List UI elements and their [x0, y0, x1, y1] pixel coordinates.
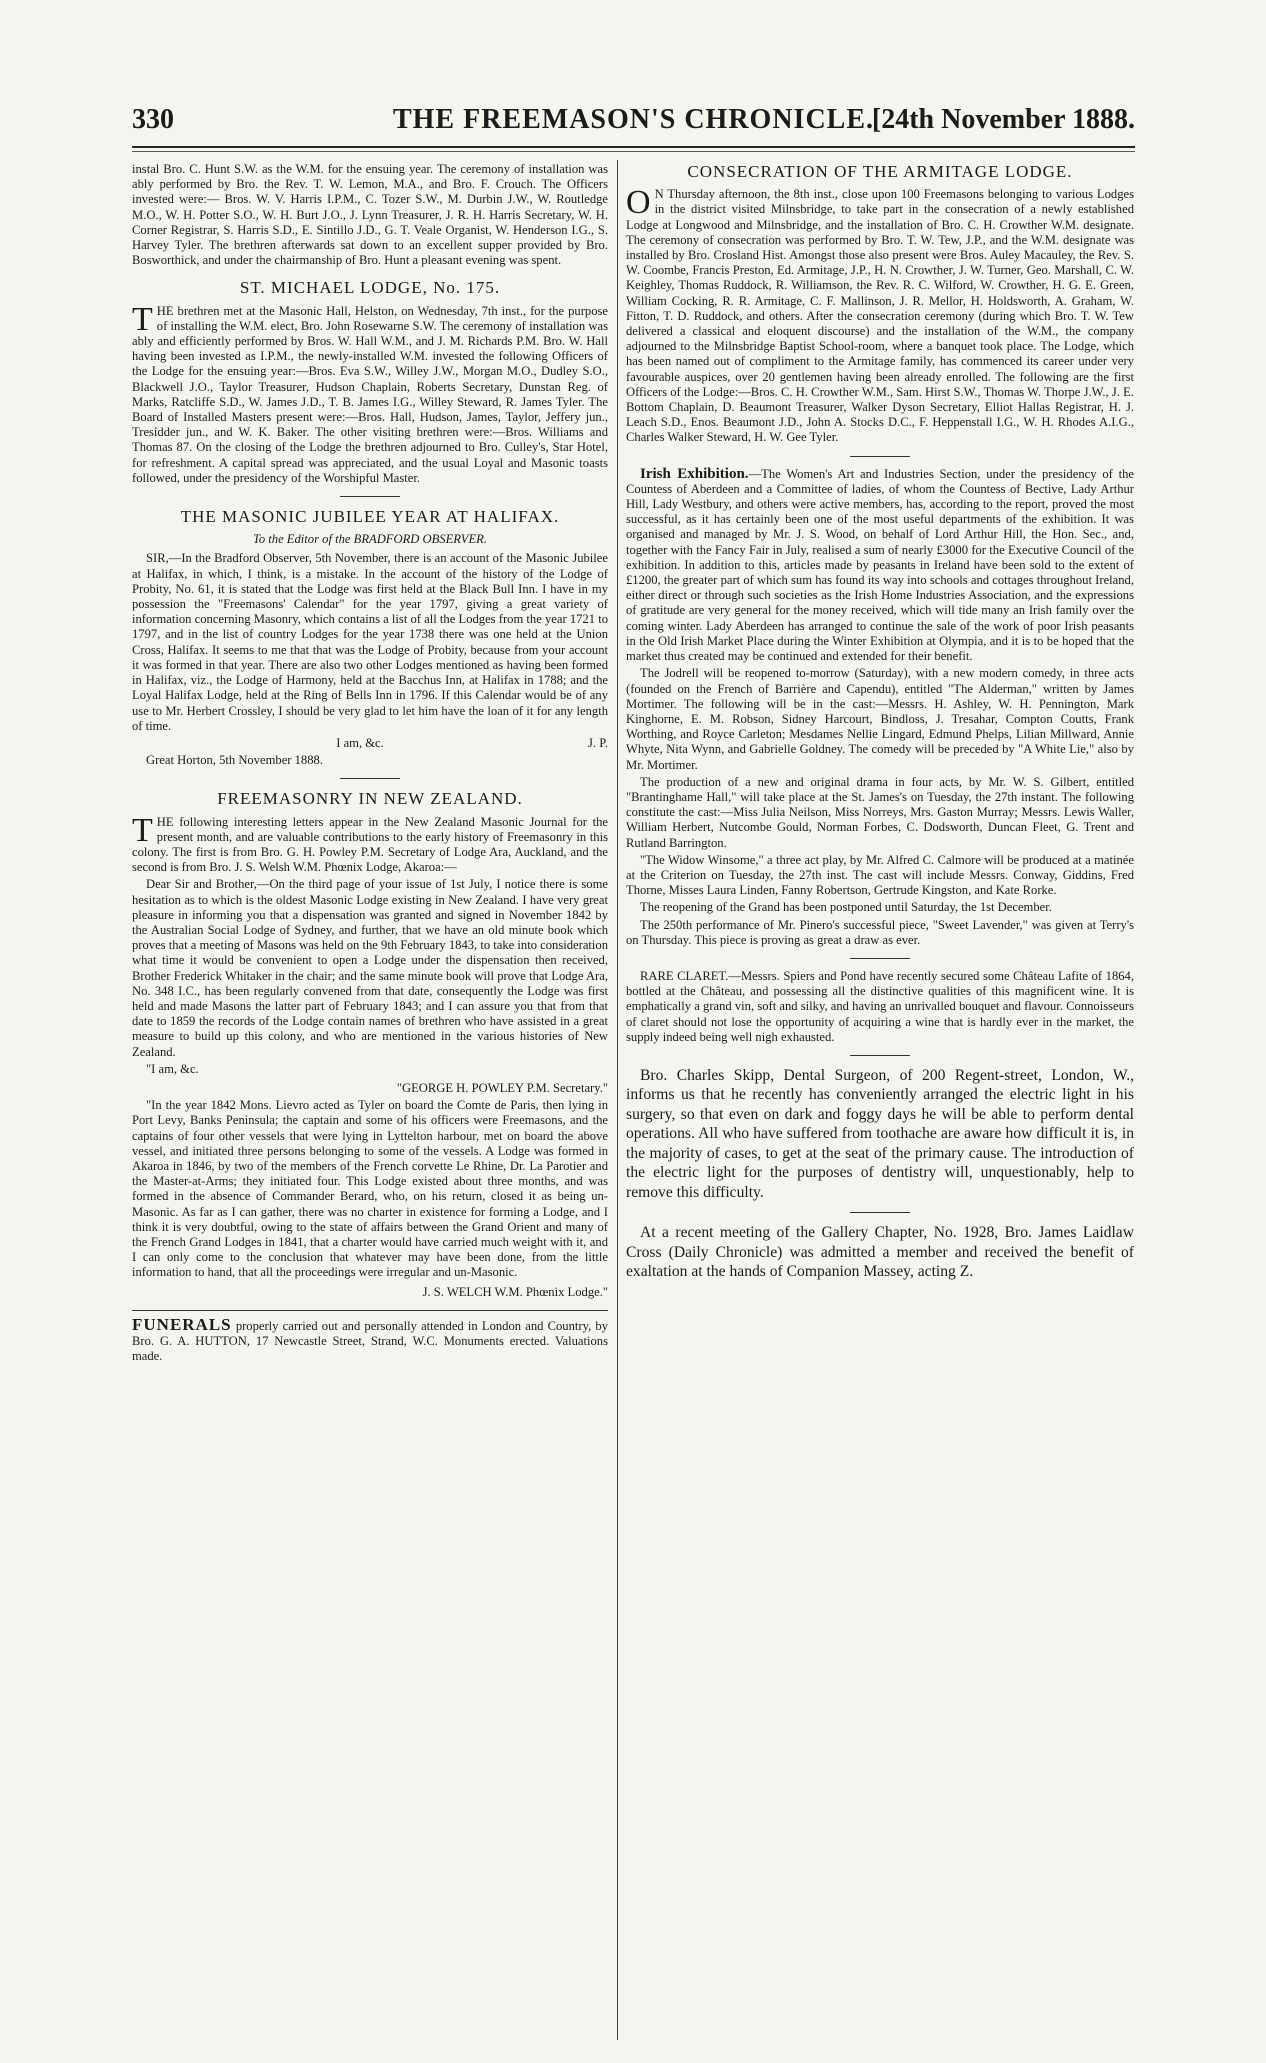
drop-cap: T	[132, 300, 153, 338]
gilbert-notice: The production of a new and original drama in four acts, by Mr. W. S. Gilbert, entitled "Brantinghame Hall," will take place at the St. James's on Tuesday, the 27th instant. The following constitute the cast:—Miss Julia Neilson, Miss Norreys, Mrs. Gaston Murray; Messrs. Lewis Waller, William Herbert, Nutcombe Gould, Norman Forbes, C. Dodsworth, Duncan Fleet, G. Trent and Rutland Barrington.	[626, 774, 1134, 850]
armitage-article	[626, 184, 1134, 445]
jubilee-signoff	[132, 736, 608, 751]
irish-title: Irish Exhibition.	[640, 465, 749, 482]
new-zealand-heading: FREEMASONRY IN NEW ZEALAND.	[217, 789, 523, 809]
page-header	[132, 104, 1135, 144]
claret-label: RARE CLARET.	[640, 968, 729, 983]
jubilee-letter: SIR,—In the Bradford Observer, 5th November, there is an account of the Masonic Jubilee at Halifax, in which, I think, is a mistake. In the account of the history of the Lodge of Probity, No. 61, it is stated that the Lodge was first held at the Black Bull Inn. I have in my possession the "Freemasons' Calendar" for the year 1797, giving a great variety of information concerning Masonry, which contains a list of all the Lodges from the year 1721 to 1797, and in the list of country Lodges for the year 1738 there was one held at the Union Cross, Halifax. It seems to me that that was the Lodge of Probity, because from your account it was formed in that year. There are also two other Lodges mentioned as having been formed in Halifax, viz., the Lodge of Harmony, held at the Bacchus Inn, at Halifax in 1788; and the Loyal Halifax Lodge, held at the Ring of Bells Inn in 1796. If this Calendar would be of any use to Mr. Herbert Crossley, I should be very glad to let him have the loan of it for any length of time.	[132, 551, 608, 733]
funerals-advert	[132, 1310, 608, 1365]
sweet-lavender-notice: The 250th performance of Mr. Pinero's successful piece, "Sweet Lavender," was given at Terry's on Thursday. This piece is proving as great a draw as ever.	[626, 917, 1134, 947]
st-michael-article	[132, 300, 608, 486]
header-rule-thin	[132, 151, 1135, 152]
skipp-notice: Bro. Charles Skipp, Dental Surgeon, of 200 Regent-street, London, W., informs us that he recently has conveniently arranged the electric light in his surgery, so that even on dark and foggy days he will be able to perform dental operations. All who have suffered from toothache are aware how difficult it is, in the majority of cases, to get at the seat of the primary cause. The introduction of the electric light for the purposes of dentistry will, unquestionably, help to remove this difficulty.	[626, 1066, 1134, 1201]
irish-exhibition	[626, 467, 1134, 665]
section-divider	[850, 958, 910, 959]
issue-date: [24th November 1888.	[871, 104, 1135, 135]
armitage-text: N Thursday afternoon, the 8th inst., close upon 100 Freemasons belonging to various Lodges in the district visited Milnsbridge, to take part in the consecration of a newly established Lodge at Longwood and Milnsbridge, and the installation of Bro. C. H. Crowther W.M. designate. The ceremony of consecration was performed by Bro. T. W. Tew, J.P., and the W.M. designate was installed by Bro. Crosland Hist. Amongst those also present were Bros. Auley Macauley, the Rev. S. W. Coombe, Francis Preston, Ed. Armitage, J.P., H. N. Crowther, J. W. Turner, Geo. Marshall, C. W. Keighley, Thomas Ruddock, R. Williamson, the Rev. R. C. Wilford, W. Crowther, H. G. E. Green, William Cocking, R. R. Armitage, C. F. Mallinson, J. R. Mellor, H. Holdsworth, A. Graham, W. Fitton, T. D. Ruddock, and others. After the consecration ceremony (during which Bro. T. W. Tew delivered a classical and eloquent discourse) and the installation of the W.M., the company adjourned to the Milnsbridge Baptist School-room, where a banquet took place. The Lodge, which has been named out of compliment to the Armitage family, has commenced its career under very favourable auspices, over 20 gentlemen having been already enrolled. The following are the first Officers of the Lodge:—Bros. C. H. Crowther W.M., Sam. Hirst S.W., Thomas W. Thorpe J.W., J. E. Bottom Chaplain, D. Beaumont Treasurer, Walker Dyson Secretary, Elliot Hallas Registrar, H. J. Leach S.D., Enos. Beaumont J.D., John A. Stocks D.C., F. Heppenstall I.G., W. H. Rhodes A.I.G., Charles Walker Steward, H. W. Gee Tyler.	[626, 187, 1134, 445]
funerals-label: FUNERALS	[132, 1314, 232, 1334]
page-number: 330	[132, 104, 174, 135]
welch-signature: J. S. WELCH W.M. Phœnix Lodge."	[422, 1284, 608, 1299]
drop-cap: T	[132, 811, 153, 849]
jubilee-heading: THE MASONIC JUBILEE YEAR AT HALIFAX.	[180, 507, 560, 527]
left-column	[132, 162, 608, 1364]
drop-cap: O	[626, 184, 651, 222]
powley-letter: Dear Sir and Brother,—On the third page of your issue of 1st July, I notice there is some hesitation as to which is the oldest Masonic Lodge existing in New Zealand. I have very great pleasure in informing you that a dispensation was granted and signed in November 1842 by the Australian Social Lodge of Sydney, and further, that we have an old minute book which proves that a meeting of Masons was held on the 9th February 1843, to take into consideration what time it would be convenient to open a Lodge under the dispensation then received, Brother Frederick Whitaker in the chair; and the same minute book will prove that Lodge Ara, No. 348 I.C., has been regularly convened from that date, consequently the Lodge was first held and made Masons the latter part of February 1843; and I can assure you that from that date to 1859 the records of the Lodge contain names of brethren who have assisted in a great measure to build up this colony, and who are mentioned in the various histories of New Zealand.	[132, 877, 609, 1059]
section-divider	[340, 496, 400, 497]
funerals-text: properly carried out and personally attended in London and Country, by Bro. G. A. HUTTON, 17 Newcastle Street, Strand, W.C. Monuments erected. Valuations made.	[132, 1318, 608, 1364]
jubilee-closing: I am, &c.	[336, 735, 384, 750]
powley-closing: "I am, &c.	[146, 1061, 199, 1076]
masthead: THE FREEMASON'S CHRONICLE.	[392, 104, 875, 135]
jodrell-notice: The Jodrell will be reopened to-morrow (Saturday), with a new modern comedy, in three acts (founded on the French of Barrière and Capendu), entitled "The Alderman," written by James Mortimer. The following will be in the cast:—Messrs. H. Ashley, W. H. Pennington, Mark Kinghorne, E. M. Robson, Sidney Harcourt, Bindloss, J. Tresahar, Compton Coutts, Frank Worthing, and Royce Carleton; Mesdames Nellie Lingard, Edmund Phelps, Lilian Millward, Annie Whyte, Nita Wynn, and Gabrielle Goldney. The comedy will be preceded by "A White Lie," also by Mr. Mortimer.	[626, 666, 1134, 772]
irish-text: —The Women's Art and Industries Section, under the presidency of the Countess of Aberdeen and a Committee of ladies, of whom the Countess of Bective, Lady Arthur Hill, Lady Westbury, and others were active members, has, according to the report, proved the most successful, as it has certainly been one of the most useful departments of the exhibition. It was organised and managed by Mr. J. S. Wood, on behalf of Lord Arthur Hill, the Hon. Sec., and, together with the Fancy Fair in July, realised a sum of nearly £3000 for the Executive Council of the exhibition. In addition to this, articles made by peasants in Ireland have been sold to the extent of £1200, the greater part of which sum has found its way into schools and cottages throughout Ireland, either direct or through such societies as the Irish Home Industries Association, and the expressions of gratitude are very general for the money received, which will tide many an Irish family over the coming winter. Lady Aberdeen has arranged to continue the sale of the work of poor Irish peasants in the Old Irish Market Place during the Winter Exhibition at Olympia, and it is to be hoped that the market thus created may be continued and extended for their benefit.	[626, 466, 1135, 664]
section-divider	[850, 1055, 910, 1056]
column-divider	[617, 160, 618, 2040]
right-column	[626, 162, 1134, 1284]
gallery-chapter-notice: At a recent meeting of the Gallery Chapter, No. 1928, Bro. James Laidlaw Cross (Daily Chronicle) was admitted a member and received the benefit of exaltation at the hands of Companion Massey, acting Z.	[626, 1224, 1134, 1281]
widow-winsome-notice: "The Widow Winsome," a three act play, by Mr. Alfred C. Calmore will be produced at a matinée at the Criterion on Tuesday, the 27th inst. The cast will include Messrs. Conway, Giddins, Fred Thorne, Misses Laura Linden, Fanny Robertson, Gertrude Kingston, and Kate Rorke.	[626, 852, 1134, 898]
armitage-heading: CONSECRATION OF THE ARMITAGE LODGE.	[687, 162, 1073, 181]
section-divider	[340, 778, 400, 779]
powley-signature: "GEORGE H. POWLEY P.M. Secretary."	[396, 1080, 608, 1095]
header-rule	[132, 146, 1135, 148]
section-divider	[850, 456, 910, 457]
st-michael-heading: ST. MICHAEL LODGE, No. 175.	[239, 278, 501, 298]
new-zealand-intro-text: HE following interesting letters appear in the New Zealand Masonic Journal for the present month, and are valuable contributions to the early history of Freemasonry in this colony. The first is from Bro. G. H. Powley P.M. Secretary of Lodge Ara, Auckland, and the second is from Bro. J. S. Welsh W.M. Phœnix Lodge, Akaroa:—	[132, 814, 608, 875]
welch-letter: "In the year 1842 Mons. Lievro acted as Tyler on board the Comte de Paris, then lying in Port Levy, Banks Peninsula; the captain and some of his officers were Freemasons, and the captains of four other vessels that were lying in Lyttelton harbour, met on board the above vessel, and initiated three persons belonging to some of the vessels. A Lodge was formed in Akaroa in 1846, by two of the members of the French corvette Le Rhine, Dr. La Parotier and the Master-at-Arms; they initiated four. This Lodge existed about three months, and was formed in the absence of Commander Berard, who, on his return, closed it as being un-Masonic. As far as I can gather, there was no charter in existence for forming a Lodge, and I think it is very doubtful, owing to the state of affairs between the Grand Orient and many of the French Grand Lodges in 1841, that a charter would have carried much weight with it, and I can only come to the conclusion that whatever may have been done, from the little information to hand, that all the proceedings were irregular and un-Masonic.	[132, 1098, 608, 1280]
claret-text: —Messrs. Spiers and Pond have recently secured some Château Lafite of 1864, bottled at the Château, and possessing all the distinctive qualities of this magnificent wine. It is emphatically a grand vin, soft and silky, and having an unrivalled bouquet and flavour. Connoisseurs of claret should not lose the opportunity of acquiring a wine that is hardly ever in the market, the supply indeed being well nigh exhausted.	[626, 968, 1134, 1044]
st-michael-text: HE brethren met at the Masonic Hall, Helston, on Wednesday, 7th inst., for the purpose of installing the W.M. elect, Bro. John Rosewarne S.W. The ceremony of installation was ably and efficiently performed by Bros. W. Hall W.M., and J. M. Richards P.M. Bro. W. Hall having been invested as I.P.M., the newly-installed W.M. invested the following Officers of the Lodge for the ensuing year:—Bros. Eva S.W., Willey J.W., Morgan M.O., Dudley S.O., Blackwell J.O., Taylor Treasurer, Hudson Chaplain, Roberts Secretary, Dunstan Reg. of Marks, Ratcliffe S.D., W. James J.D., T. B. James I.G., Willey Steward, R. James Tyler. The Board of Installed Masters present were:—Bros. Hall, Hudson, James, Taylor, Jeffery jun., Tresidder jun., and W. K. Baker. The other visiting brethren were:—Bros. Williams and Thomas 87. On the closing of the Lodge the brethren adjourned to Bro. Culley's, Star Hotel, for refreshment. A capital spread was appreciated, and the usual Loyal and Masonic toasts followed, under the presidency of the Worshipful Master.	[132, 303, 608, 485]
installation-report: instal Bro. C. Hunt S.W. as the W.M. for the ensuing year. The ceremony of installation was ably performed by Bro. the Rev. T. W. Lemon, M.A., and Bro. F. Crouch. The Officers invested were:— Bros. W. V. Harris I.P.M., C. Tozer S.W., M. Durbin J.W., W. Routledge M.O., W. H. Potter S.O., W. H. Burt J.O., J. Lynn Treasurer, J. R. H. Harris Secretary, W. H. Corner Registrar, S. Harris S.D., E. Sintillo J.D., G. T. Veale Organist, W. Henderson I.G., S. Harvey Tyler. The brethren afterwards sat down to an excellent supper provided by Bro. Bosworthick, and under the chairmanship of Bro. Hunt a pleasant evening was spent.	[132, 162, 608, 268]
jubilee-addressee: To the Editor of the BRADFORD OBSERVER.	[252, 532, 487, 547]
section-divider	[850, 1212, 910, 1213]
claret-notice	[626, 969, 1134, 1045]
grand-notice: The reopening of the Grand has been postponed until Saturday, the 1st December.	[640, 900, 1052, 915]
new-zealand-intro	[132, 811, 608, 876]
jubilee-place: Great Horton, 5th November 1888.	[146, 753, 323, 768]
jubilee-initials: J. P.	[588, 735, 608, 750]
